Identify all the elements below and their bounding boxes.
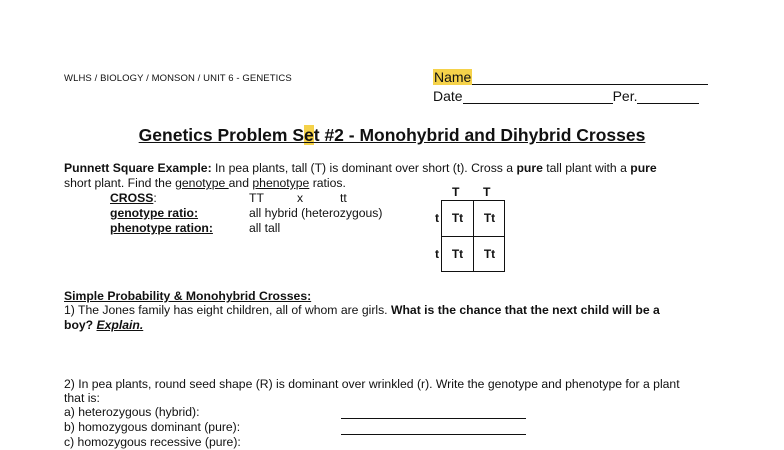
q1-bold: What is the chance that the next child will be a — [390, 303, 660, 317]
title-part-2: t #2 - Monohybrid and Dihybrid Crosses — [313, 125, 646, 145]
punnett-square — [441, 200, 505, 272]
section1-heading: Simple Probability & Monohybrid Crosses: — [64, 289, 312, 303]
genotype-ratio-value: all hybrid (heterozygous) — [249, 206, 383, 220]
question-2-item-b: b) homozygous dominant (pure): — [64, 420, 241, 434]
and-word: and — [228, 176, 253, 190]
example-line-2 — [64, 176, 346, 191]
page-title — [0, 125, 784, 146]
question-2-line-1: 2) In pea plants, round seed shape (R) is dominant over wrinkled (r). Write the genotype and phenotype for a plant — [64, 377, 680, 391]
q1-text: 1) The Jones family has eight children, all of whom are girls. — [64, 303, 391, 317]
punnett-side-allele-1: t — [435, 211, 440, 225]
title-highlight-char: e — [304, 125, 314, 145]
punnett-cell: Tt — [483, 247, 496, 261]
phenotype-ratio-value: all tall — [249, 221, 281, 235]
date-label: Date — [433, 88, 463, 104]
phenotype-ratio-label: phenotype ration: — [110, 221, 213, 235]
question-2-item-c: c) homozygous recessive (pure): — [64, 435, 241, 449]
punnett-cell: Tt — [483, 211, 496, 225]
period-input-line[interactable] — [637, 90, 699, 104]
pure-word-1: pure — [516, 161, 543, 175]
punnett-cell: Tt — [451, 211, 464, 225]
cross-parent-1: TT — [249, 191, 264, 205]
question-1-line-2 — [64, 318, 143, 333]
name-input-line[interactable] — [472, 71, 708, 85]
genotype-word: genotype — [175, 176, 229, 190]
course-header: WLHS / BIOLOGY / MONSON / UNIT 6 - GENETICS — [64, 73, 292, 84]
example-paragraph — [64, 161, 744, 176]
genotype-ratio-label: genotype ratio: — [110, 206, 199, 220]
example-text-3: short plant. Find the — [64, 176, 176, 190]
name-label: Name — [434, 69, 472, 85]
name-field-row — [433, 69, 708, 85]
question-1 — [64, 303, 754, 318]
date-field-row — [433, 88, 699, 104]
punnett-divider-horizontal — [442, 236, 504, 237]
question-2-item-a: a) heterozygous (hybrid): — [64, 405, 200, 419]
punnett-top-allele-2: T — [483, 185, 491, 199]
q1-bold-2: boy? — [64, 318, 97, 332]
q1-explain: Explain. — [96, 318, 144, 332]
pure-word-2: pure — [630, 161, 657, 175]
cross-parent-2: tt — [340, 191, 347, 205]
cross-label — [110, 191, 157, 205]
title-part-1: Genetics Problem S — [138, 125, 305, 145]
example-text-2: tall plant with a — [542, 161, 631, 175]
punnett-top-allele-1: T — [452, 185, 460, 199]
punnett-side-allele-2: t — [435, 247, 440, 261]
date-input-line[interactable] — [463, 90, 613, 104]
question-2-line-2: that is: — [64, 391, 100, 405]
answer-line-a[interactable] — [341, 404, 526, 419]
cross-x: x — [297, 191, 304, 205]
example-text-1: In pea plants, tall (T) is dominant over short (t). Cross a — [211, 161, 517, 175]
example-heading: Punnett Square Example: — [64, 161, 212, 175]
answer-line-b[interactable] — [341, 420, 526, 435]
phenotype-word: phenotype — [252, 176, 310, 190]
ratios-word: ratios. — [309, 176, 346, 190]
cross-label-text: CROSS — [110, 191, 154, 205]
punnett-cell: Tt — [451, 247, 464, 261]
cross-colon: : — [153, 191, 157, 205]
period-label: Per. — [612, 88, 638, 104]
